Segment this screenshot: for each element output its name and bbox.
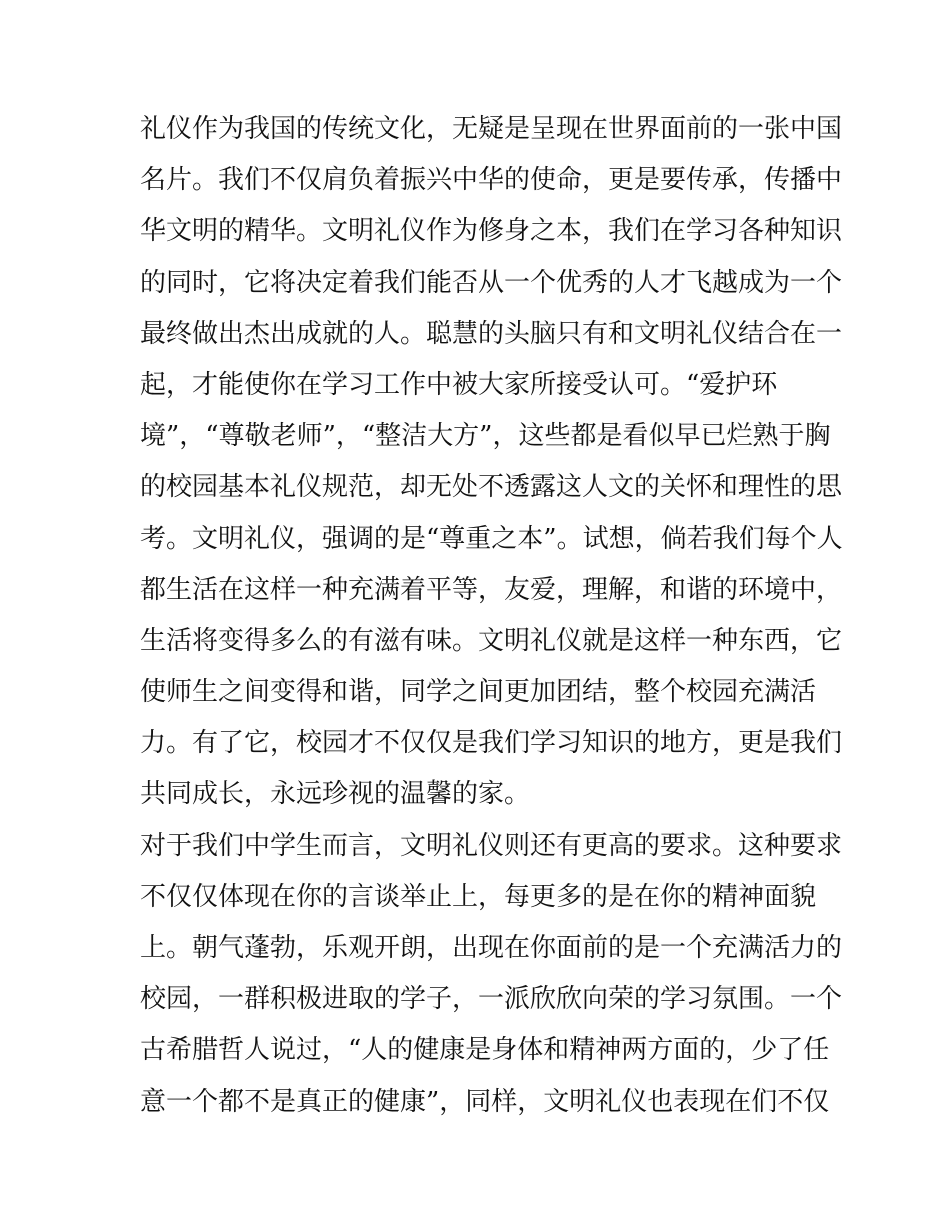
text-line: 不仅仅体现在你的言谈举止上，每更多的是在你的精神面貌 (140, 881, 817, 912)
text-line: 的校园基本礼仪规范，却无处不透露这人文的关怀和理性的思 (140, 472, 843, 503)
text-line: 古希腊哲人说过，“人的健康是身体和精神两方面的，少了任 (140, 1035, 830, 1066)
text-line: 生活将变得多么的有滋有味。文明礼仪就是这样一种东西，它 (140, 625, 843, 656)
text-line: 境”，“尊敬老师”，“整洁大方”，这些都是看似早已烂熟于胸 (140, 421, 831, 452)
text-line: 最终做出杰出成就的人。聪慧的头脑只有和文明礼仪结合在一 (140, 318, 843, 349)
text-line: 礼仪作为我国的传统文化，无疑是呈现在世界面前的一张中国 (140, 114, 843, 144)
text-line: 华文明的精华。文明礼仪作为修身之本，我们在学习各种知识 (140, 216, 843, 247)
text-line: 起，才能使你在学习工作中被大家所接受认可。“爱护环 (140, 369, 778, 400)
text-line: 名片。我们不仅肩负着振兴中华的使命，更是要传承，传播中 (140, 165, 843, 196)
text-line: 意一个都不是真正的健康”，同样，文明礼仪也表现在们不仅 (140, 1086, 830, 1117)
text-line: 使师生之间变得和谐，同学之间更加团结，整个校园充满活 (140, 677, 817, 708)
text-line: 力。有了它，校园才不仅仅是我们学习知识的地方，更是我们 (140, 728, 843, 759)
text-line: 对于我们中学生而言，文明礼仪则还有更高的要求。这种要求 (140, 830, 843, 861)
body-text (140, 104, 843, 1128)
text-line: 上。朝气蓬勃，乐观开朗，出现在你面前的是一个充满活力的 (140, 933, 843, 963)
text-line: 考。文明礼仪，强调的是“尊重之本”。试想，倘若我们每个人 (140, 523, 843, 554)
text-line: 校园，一群积极进取的学子，一派欣欣向荣的学习氛围。一个 (140, 984, 843, 1015)
text-line: 都生活在这样一种充满着平等，友爱，理解，和谐的环境中， (140, 574, 843, 605)
text-line: 共同成长，永远珍视的温馨的家。 (140, 779, 531, 810)
text-line: 的同时，它将决定着我们能否从一个优秀的人才飞越成为一个 (140, 267, 843, 298)
